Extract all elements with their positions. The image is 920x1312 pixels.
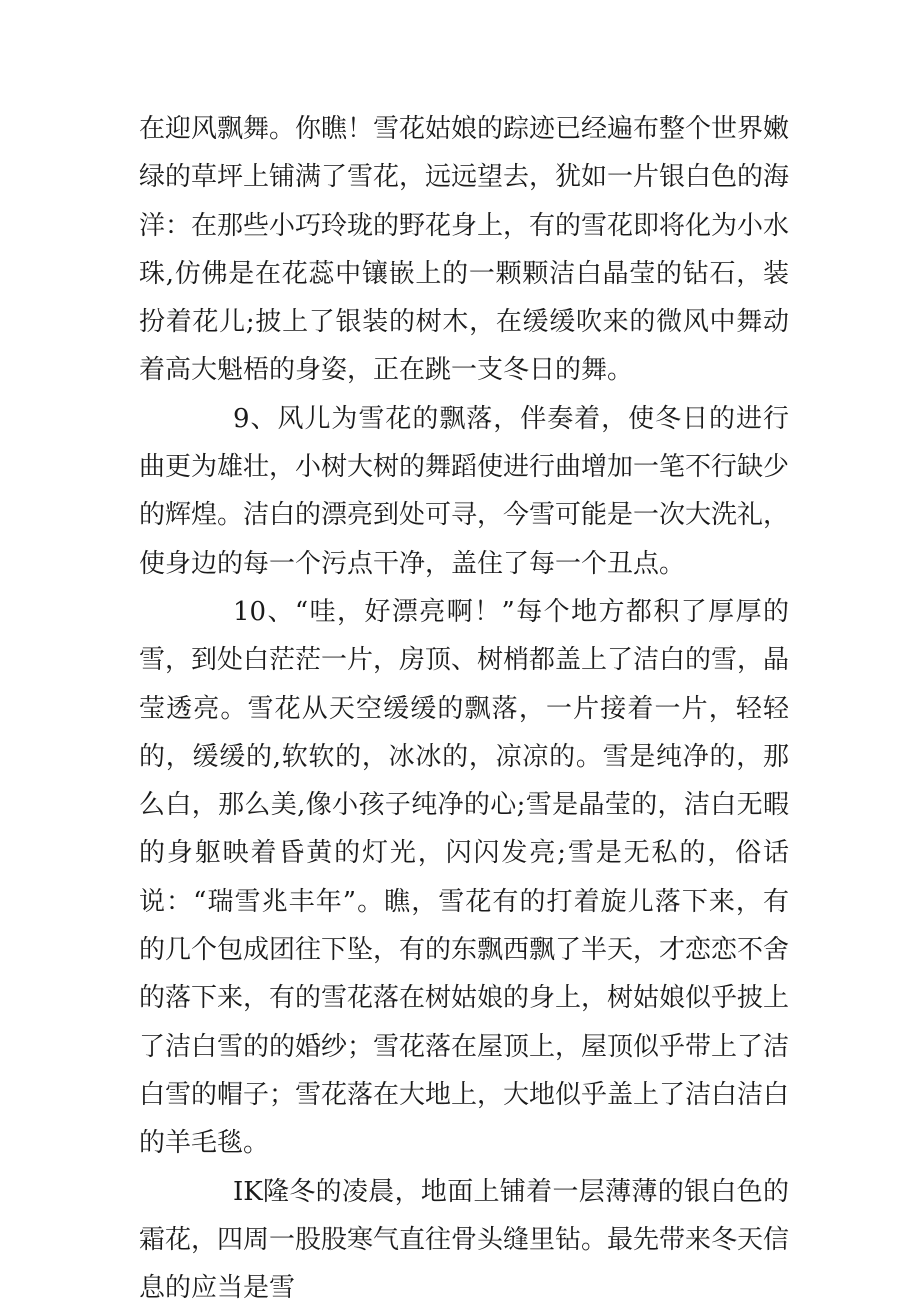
document-body — [139, 105, 789, 1312]
paragraph-1: 在迎风飘舞。你瞧！雪花姑娘的踪迹已经遍布整个世界嫩绿的草坪上铺满了雪花，远远望去，犹如一片银白色的海洋：在那些小巧玲珑的野花身上，有的雪花即将化为小水珠,仿佛是在花蕊中镶嵌上的一颗颗洁白晶莹的钻石，装扮着花儿;披上了银装的树木，在缓缓吹来的微风中舞动着高大魁梧的身姿，正在跳一支冬日的舞。 — [139, 114, 790, 386]
paragraph-2: 9、风儿为雪花的飘落，伴奏着，使冬日的进行曲更为雄壮，小树大树的舞蹈使进行曲增加一笔不行缺少的辉煌。洁白的漂亮到处可寻，今雪可能是一次大洗礼，使身边的每一个污点干净，盖住了每一个丑点。 — [139, 403, 790, 579]
paragraph-3: 10、“哇，好漂亮啊！”每个地方都积了厚厚的雪，到处白茫茫一片，房顶、树梢都盖上了洁白的雪，晶莹透亮。雪花从天空缓缓的飘落，一片接着一片，轻轻的，缓缓的,软软的，冰冰的，凉凉的。雪是纯净的，那么白，那么美,像小孩子纯净的心;雪是晶莹的，洁白无暇的身躯映着昏黄的灯光，闪闪发亮;雪是无私的，俗话说：“瑞雪兆丰年”。瞧，雪花有的打着旋儿落下来，有的几个包成团往下坠，有的东飘西飘了半天，才恋恋不舍的落下来，有的雪花落在树姑娘的身上，树姑娘似乎披上了洁白雪的的婚纱；雪花落在屋顶上，屋顶似乎带上了洁白雪的帽子；雪花落在大地上，大地似乎盖上了洁白洁白的羊毛毯。 — [139, 596, 790, 1159]
paragraph-4: IK隆冬的凌晨，地面上铺着一层薄薄的银白色的霜花，四周一股股寒气直往骨头缝里钻。最先带来冬天信息的应当是雪 — [139, 1176, 790, 1304]
